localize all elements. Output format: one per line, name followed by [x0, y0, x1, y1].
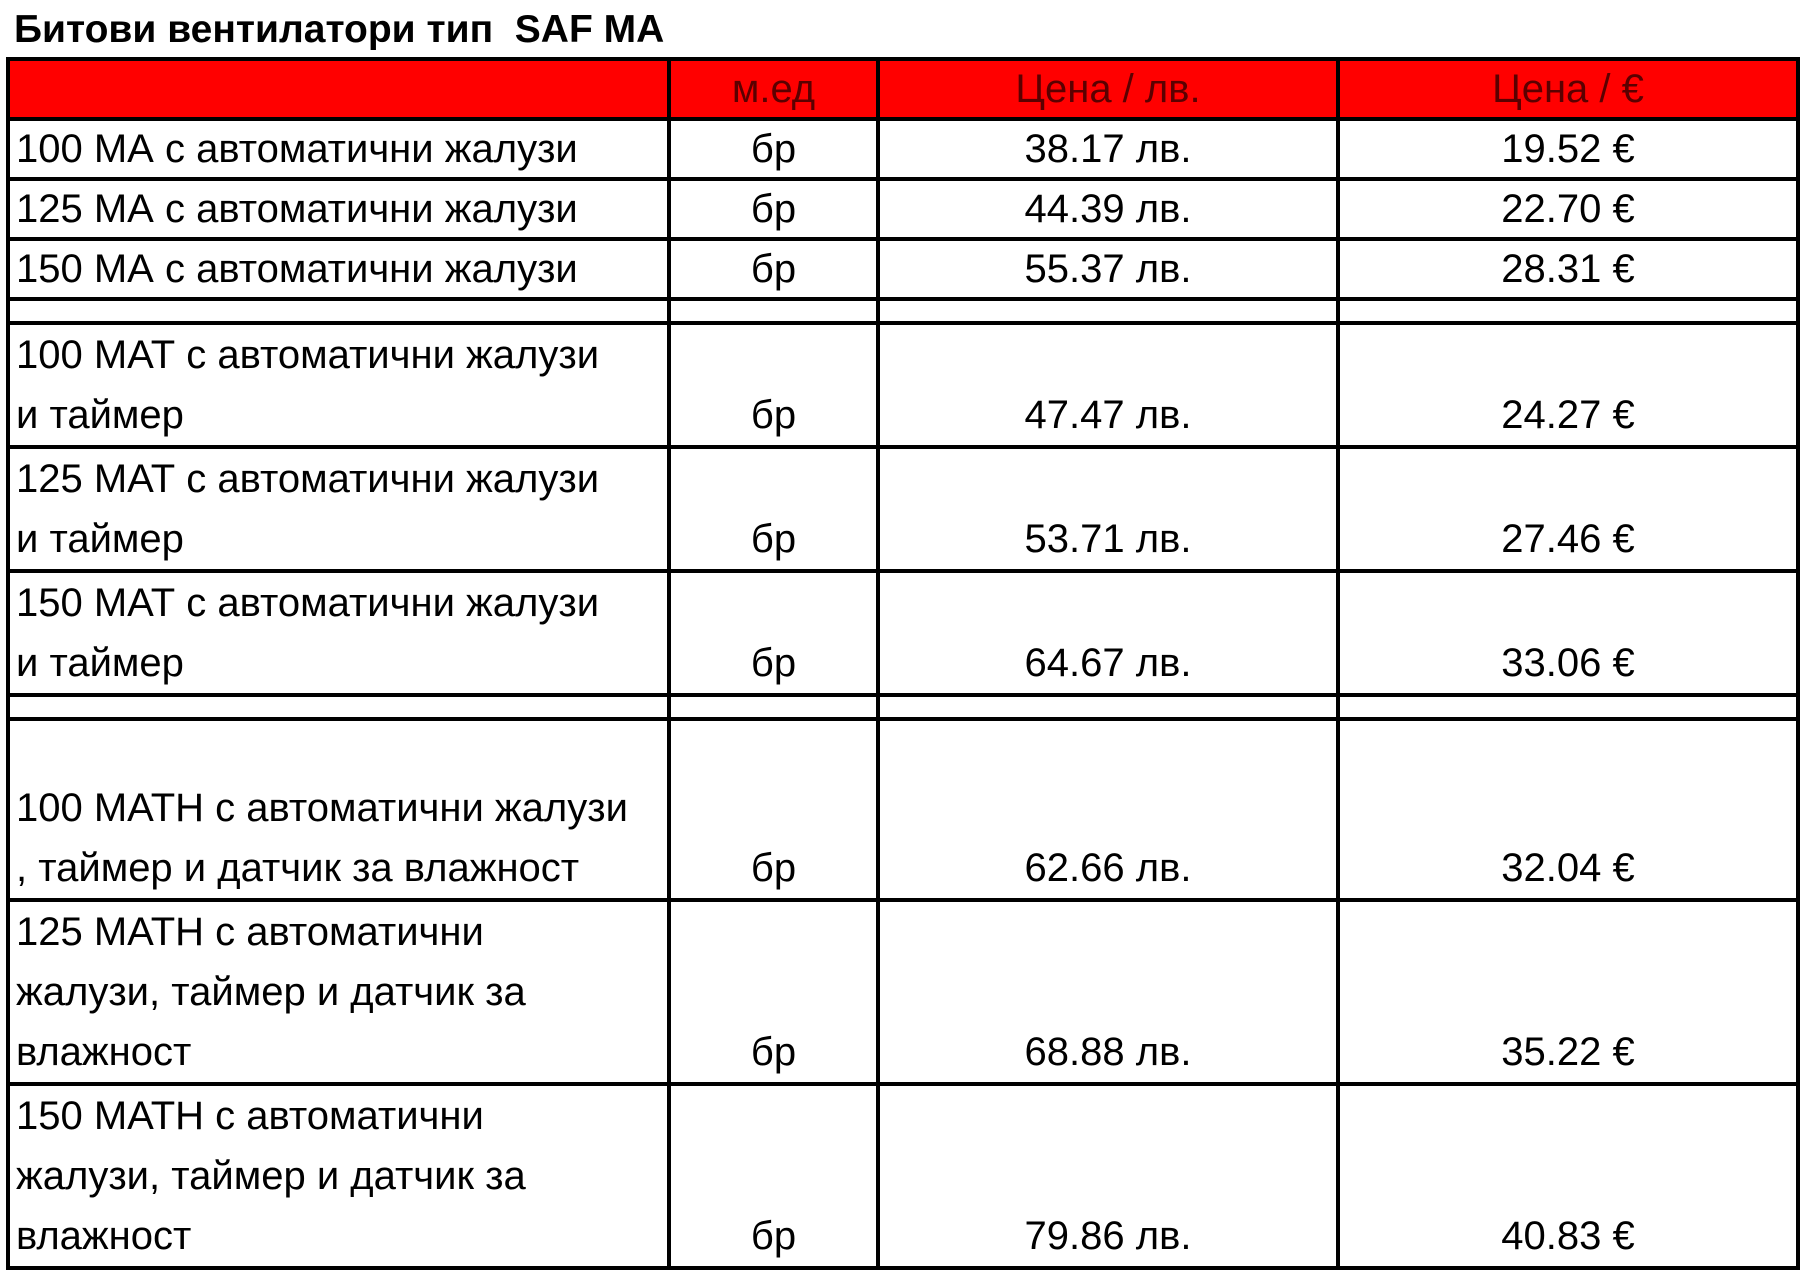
page-title: Битови вентилатори тип SAF MA: [14, 8, 665, 51]
table-row: [8, 239, 1798, 299]
price-bgn-cell: 55.37 лв.: [878, 239, 1338, 299]
price-bgn-cell: 38.17 лв.: [878, 119, 1338, 179]
unit-cell: бр: [669, 119, 878, 179]
product-name-line: 150 МАТН с автоматични: [16, 1094, 484, 1138]
product-name: [8, 1084, 669, 1268]
header-name-cell: [8, 59, 669, 119]
price-bgn-cell: 47.47 лв.: [878, 323, 1338, 447]
product-name: 100 МА с автоматични жалузи: [8, 119, 669, 179]
header-price-eur-cell: Цена / €: [1338, 59, 1798, 119]
product-name: [8, 900, 669, 1084]
spacer-cell: [1338, 299, 1798, 323]
unit-cell: бр: [669, 239, 878, 299]
spacer-row: [8, 695, 1798, 719]
product-name-line: 125 МАТН с автоматични: [16, 910, 484, 954]
price-eur-cell: 19.52 €: [1338, 119, 1798, 179]
spacer-row: [8, 299, 1798, 323]
table-row: [8, 119, 1798, 179]
unit-cell: бр: [669, 447, 878, 571]
table-row: [8, 323, 1798, 447]
unit-cell: бр: [669, 323, 878, 447]
price-eur-cell: 28.31 €: [1338, 239, 1798, 299]
spacer-cell: [8, 695, 669, 719]
price-bgn-cell: 79.86 лв.: [878, 1084, 1338, 1268]
product-name: [8, 571, 669, 695]
table-row: [8, 900, 1798, 1084]
product-name-line: и таймер: [16, 641, 184, 685]
unit-cell: бр: [669, 1084, 878, 1268]
product-name: [8, 719, 669, 900]
product-name-line: и таймер: [16, 517, 184, 561]
product-name-line: жалузи, таймер и датчик за: [16, 970, 526, 1014]
spacer-cell: [878, 695, 1338, 719]
unit-cell: бр: [669, 179, 878, 239]
unit-cell: бр: [669, 571, 878, 695]
product-name: [8, 447, 669, 571]
unit-cell: бр: [669, 719, 878, 900]
product-name: 150 МА с автоматични жалузи: [8, 239, 669, 299]
table-row: [8, 447, 1798, 571]
product-name: 125 МА с автоматични жалузи: [8, 179, 669, 239]
product-name-line: влажност: [16, 1030, 192, 1074]
price-eur-cell: 35.22 €: [1338, 900, 1798, 1084]
price-eur-cell: 40.83 €: [1338, 1084, 1798, 1268]
price-eur-cell: 24.27 €: [1338, 323, 1798, 447]
price-eur-cell: 22.70 €: [1338, 179, 1798, 239]
product-name-line: влажност: [16, 1214, 192, 1258]
header-unit-cell: м.ед: [669, 59, 878, 119]
spacer-cell: [669, 299, 878, 323]
product-name-line: 100 МАТН с автоматични жалузи: [16, 786, 628, 830]
price-bgn-cell: 68.88 лв.: [878, 900, 1338, 1084]
product-name-line: жалузи, таймер и датчик за: [16, 1154, 526, 1198]
table-row: [8, 1084, 1798, 1268]
price-eur-cell: 32.04 €: [1338, 719, 1798, 900]
spacer-cell: [878, 299, 1338, 323]
spacer-cell: [8, 299, 669, 323]
spacer-cell: [1338, 695, 1798, 719]
price-bgn-cell: 62.66 лв.: [878, 719, 1338, 900]
spacer-cell: [669, 695, 878, 719]
product-name-line: 125 МАТ с автоматични жалузи: [16, 457, 600, 501]
table-row: [8, 719, 1798, 900]
price-table: [6, 57, 1800, 1270]
unit-cell: бр: [669, 900, 878, 1084]
product-name-line: 150 МАТ с автоматични жалузи: [16, 581, 600, 625]
header-price-bgn-cell: Цена / лв.: [878, 59, 1338, 119]
product-name-line: , таймер и датчик за влажност: [16, 846, 580, 890]
product-name-line: 100 МАТ с автоматични жалузи: [16, 333, 600, 377]
price-eur-cell: 33.06 €: [1338, 571, 1798, 695]
product-name: [8, 323, 669, 447]
price-bgn-cell: 53.71 лв.: [878, 447, 1338, 571]
table-row: [8, 179, 1798, 239]
price-eur-cell: 27.46 €: [1338, 447, 1798, 571]
price-bgn-cell: 44.39 лв.: [878, 179, 1338, 239]
table-header-row: [8, 59, 1798, 119]
table-row: [8, 571, 1798, 695]
product-name-line: и таймер: [16, 393, 184, 437]
price-bgn-cell: 64.67 лв.: [878, 571, 1338, 695]
